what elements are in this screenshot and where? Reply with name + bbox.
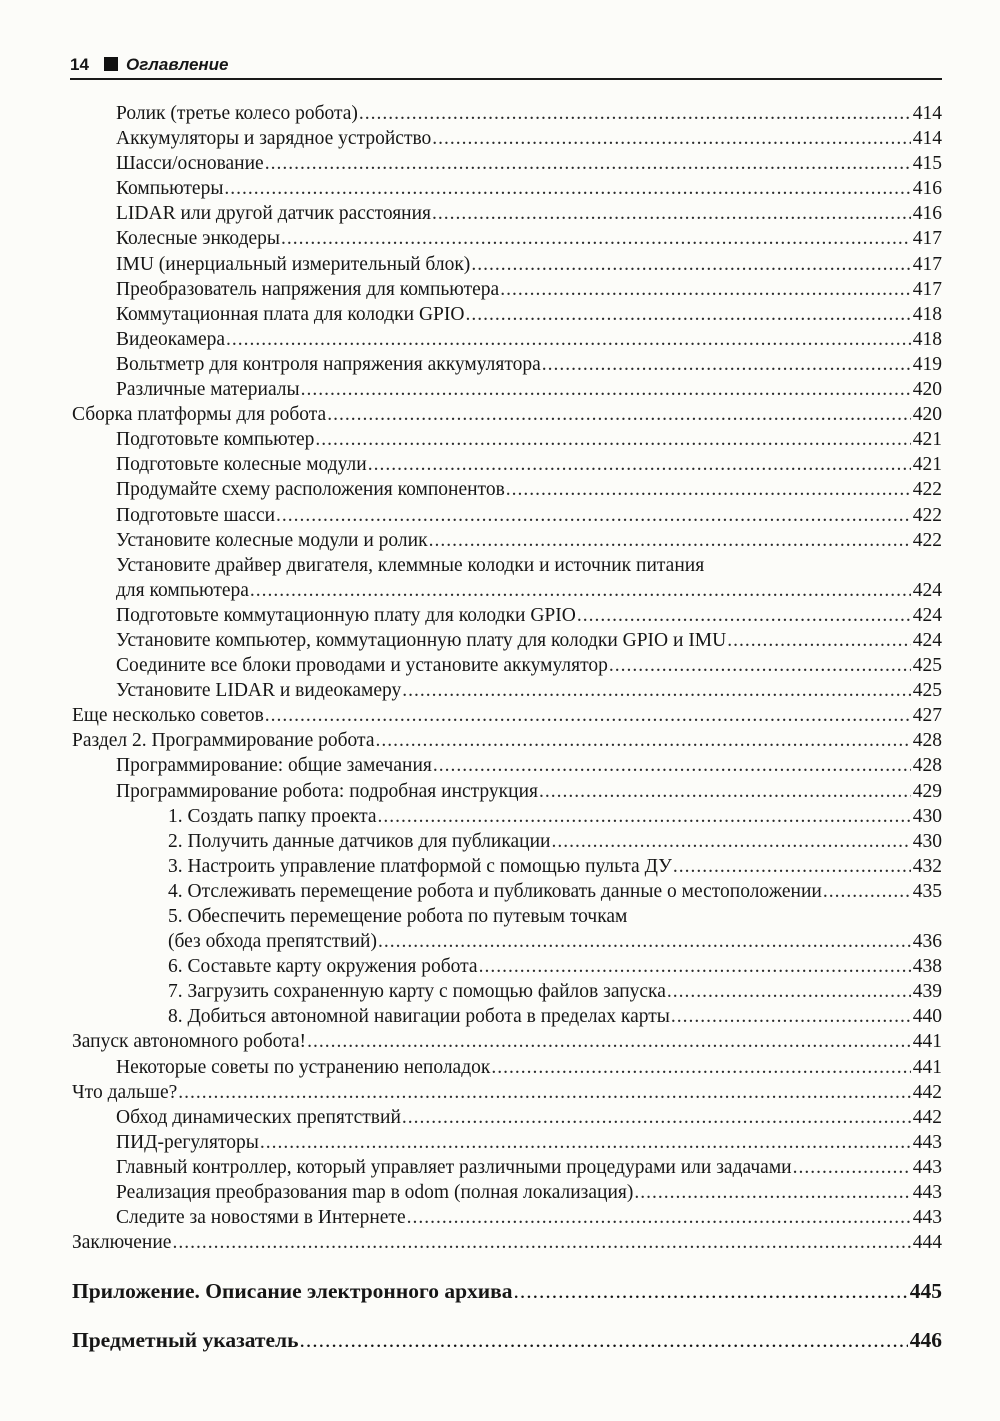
toc-page-number: 425 xyxy=(912,680,942,702)
toc-entry[interactable] xyxy=(0,829,1000,854)
toc-entry[interactable] xyxy=(0,979,1000,1004)
toc-entry-title: Компьютеры xyxy=(116,178,224,200)
toc-page-number: 422 xyxy=(912,504,942,526)
toc-entry-line xyxy=(116,1055,942,1080)
toc-entry-title: Подготовьте коммутационную плату для колодки GPIO xyxy=(116,604,576,626)
toc-entry-title: Следите за новостями в Интернете xyxy=(116,1207,406,1229)
toc-entry-title: Коммутационная плата для колодки GPIO xyxy=(116,303,465,325)
dot-leader xyxy=(172,1230,910,1255)
toc-entry-line xyxy=(168,1004,942,1029)
toc-entry-line xyxy=(116,603,942,628)
toc-page-number: 432 xyxy=(912,855,942,877)
toc-entry-line xyxy=(72,1080,942,1105)
toc-entry-line xyxy=(116,1205,942,1230)
toc-entry-title: Вольтметр для контроля напряжения аккумулятора xyxy=(116,353,541,375)
toc-entry-line xyxy=(116,503,942,528)
dot-leader xyxy=(577,603,911,628)
toc-entry-title: LIDAR или другой датчик расстояния xyxy=(116,203,432,225)
toc-entry-title: Установите колесные модули и ролик xyxy=(116,529,428,551)
toc-entry-title: Преобразователь напряжения для компьютера xyxy=(116,278,500,300)
toc-entry[interactable] xyxy=(0,728,1000,753)
toc-entry[interactable] xyxy=(0,151,1000,176)
toc-page-number: 435 xyxy=(912,880,942,902)
toc-entry[interactable] xyxy=(0,1130,1000,1155)
dot-leader xyxy=(315,427,910,452)
dot-leader xyxy=(491,1055,910,1080)
dot-leader xyxy=(407,1205,911,1230)
toc-entry[interactable] xyxy=(0,277,1000,302)
toc-entry[interactable] xyxy=(0,1004,1000,1029)
toc-entry-line xyxy=(168,929,942,954)
toc-entry[interactable] xyxy=(0,1080,1000,1105)
dot-leader xyxy=(368,452,911,477)
toc-entry-title: Раздел 2. Программирование робота xyxy=(72,730,375,752)
toc-entry-line xyxy=(72,1279,942,1304)
toc-entry-line xyxy=(72,728,942,753)
toc-entry[interactable] xyxy=(0,804,1000,829)
toc-entry-title: ПИД-регуляторы xyxy=(116,1131,259,1153)
toc-entry-line xyxy=(116,327,942,352)
toc-page-number: 430 xyxy=(912,805,942,827)
dot-leader xyxy=(224,176,910,201)
toc-entry[interactable] xyxy=(0,906,1000,954)
toc-entry-title: Продумайте схему расположения компонентов xyxy=(116,479,505,501)
toc-entry-title: Что дальше? xyxy=(72,1081,178,1103)
toc-entry[interactable] xyxy=(0,176,1000,201)
toc-entry-line xyxy=(116,477,942,502)
toc-entry[interactable] xyxy=(0,854,1000,879)
toc-page-number: 440 xyxy=(912,1006,942,1028)
toc-entry-line xyxy=(116,779,942,804)
dot-leader xyxy=(432,126,910,151)
toc-entry-title: 4. Отслеживать перемещение робота и публиковать данные о местоположении xyxy=(168,880,822,902)
running-header-title: Оглавление xyxy=(126,55,229,74)
toc-entry[interactable] xyxy=(0,653,1000,678)
square-bullet-icon xyxy=(104,57,118,71)
toc-entry-title: Соедините все блоки проводами и установите аккумулятор xyxy=(116,655,608,677)
dot-leader xyxy=(301,377,911,402)
toc-entry[interactable] xyxy=(0,1230,1000,1255)
toc-entry-line xyxy=(116,1155,942,1180)
toc-entry-line xyxy=(116,528,942,553)
toc-entry-line xyxy=(116,753,942,778)
toc-page-number: 443 xyxy=(912,1131,942,1153)
toc-page-number: 429 xyxy=(912,780,942,802)
toc-entry-line xyxy=(116,151,942,176)
dot-leader xyxy=(178,1080,910,1105)
toc-entry-line xyxy=(168,829,942,854)
toc-entry-title: Установите LIDAR и видеокамеру xyxy=(116,680,402,702)
dot-leader xyxy=(471,252,910,277)
dot-leader xyxy=(378,804,911,829)
toc-entry[interactable] xyxy=(0,1055,1000,1080)
toc-page-number: 427 xyxy=(912,705,942,727)
toc-entry-line xyxy=(116,452,942,477)
toc-entry-title: Приложение. Описание электронного архива xyxy=(72,1279,513,1304)
toc-entry[interactable] xyxy=(0,452,1000,477)
toc-entry-line xyxy=(116,226,942,251)
dot-leader xyxy=(378,929,911,954)
dot-leader xyxy=(634,1180,910,1205)
toc-entry-line xyxy=(116,678,942,703)
toc-page-number: 441 xyxy=(912,1031,942,1053)
toc-entry-line xyxy=(116,653,942,678)
toc-entry-title: Еще несколько советов xyxy=(72,705,264,727)
toc-entry[interactable] xyxy=(0,101,1000,126)
dot-leader xyxy=(671,1004,911,1029)
toc-entry[interactable] xyxy=(0,678,1000,703)
dot-leader xyxy=(359,101,911,126)
toc-page-number: 414 xyxy=(912,128,942,150)
toc-entry-line xyxy=(116,578,942,603)
dot-leader xyxy=(429,528,911,553)
toc-entry-title: Некоторые советы по устранению неполадок xyxy=(116,1056,491,1078)
toc-entry[interactable] xyxy=(0,302,1000,327)
toc-page-number: 424 xyxy=(912,579,942,601)
dot-leader xyxy=(609,653,911,678)
toc-entry-line xyxy=(72,1328,942,1353)
dot-leader xyxy=(375,728,910,753)
toc-entry-title: Подготовьте компьютер xyxy=(116,429,315,451)
toc-page-number: 417 xyxy=(912,253,942,275)
toc-entry-line xyxy=(72,1029,942,1054)
toc-entry-title: 3. Настроить управление платформой с помощью пульта ДУ xyxy=(168,855,672,877)
toc-entry-line xyxy=(116,427,942,452)
toc-page-number: 428 xyxy=(912,730,942,752)
dot-leader xyxy=(260,1130,911,1155)
dot-leader xyxy=(552,829,911,854)
toc-entry-line xyxy=(116,201,942,226)
toc-page-number: 421 xyxy=(912,429,942,451)
toc-entry-line xyxy=(116,1105,942,1130)
toc-entry[interactable] xyxy=(0,1328,1000,1353)
toc-page-number: 424 xyxy=(912,629,942,651)
toc-page-number: 445 xyxy=(909,1279,942,1304)
toc-entry-title: Реализация преобразования map в odom (полная локализация) xyxy=(116,1182,634,1204)
toc-entry-title: Установите компьютер, коммутационную плату для колодки GPIO и IMU xyxy=(116,629,727,651)
dot-leader xyxy=(823,879,911,904)
toc-entry-title: Видеокамера xyxy=(116,328,226,350)
toc-entry[interactable] xyxy=(0,1155,1000,1180)
toc-page-number: 417 xyxy=(912,278,942,300)
toc-entry[interactable] xyxy=(0,226,1000,251)
toc-entry-title: Установите драйвер двигателя, клеммные колодки и источник питания xyxy=(116,554,705,576)
toc-entry-line xyxy=(116,1180,942,1205)
toc-entry-title: Главный контроллер, который управляет различными процедурами или задачами xyxy=(116,1156,792,1178)
toc-entry[interactable] xyxy=(0,327,1000,352)
dot-leader xyxy=(265,151,911,176)
toc-entry-title: 7. Загрузить сохраненную карту с помощью файлов запуска xyxy=(168,981,666,1003)
toc-entry-line xyxy=(72,703,942,728)
dot-leader xyxy=(307,1029,911,1054)
toc-entry-line xyxy=(168,804,942,829)
toc-entry-title: Различные материалы xyxy=(116,379,300,401)
toc-entry[interactable] xyxy=(0,1180,1000,1205)
toc-entry[interactable] xyxy=(0,1279,1000,1304)
toc-entry-line xyxy=(116,126,942,151)
toc-entry[interactable] xyxy=(0,753,1000,778)
toc-page-number: 430 xyxy=(912,830,942,852)
toc-entry-title: 8. Добиться автономной навигации робота в пределах карты xyxy=(168,1006,670,1028)
toc-entry-line xyxy=(168,879,942,904)
toc-entry[interactable] xyxy=(0,1029,1000,1054)
toc-page-number: 418 xyxy=(912,303,942,325)
toc-entry-line xyxy=(116,176,942,201)
dot-leader xyxy=(465,302,910,327)
toc-entry-line xyxy=(72,1230,942,1255)
running-header xyxy=(70,54,942,80)
dot-leader xyxy=(432,201,911,226)
toc-entry-title: Предметный указатель xyxy=(72,1328,299,1353)
toc-entry-line xyxy=(168,854,942,879)
dot-leader xyxy=(327,402,911,427)
toc-entry[interactable] xyxy=(0,879,1000,904)
toc-page-number: 446 xyxy=(909,1328,942,1353)
toc-entry-title: Аккумуляторы и зарядное устройство xyxy=(116,128,432,150)
dot-leader xyxy=(793,1155,911,1180)
dot-leader xyxy=(402,678,911,703)
dot-leader xyxy=(402,1105,911,1130)
toc-entry-title: Шасси/основание xyxy=(116,153,264,175)
toc-page-number: 422 xyxy=(912,529,942,551)
dot-leader xyxy=(539,779,911,804)
toc-page-number: 441 xyxy=(912,1056,942,1078)
toc-entry-line xyxy=(116,352,942,377)
toc-page-number: 421 xyxy=(912,454,942,476)
toc-entry-line xyxy=(116,628,942,653)
toc-entry-title: Программирование робота: подробная инструкция xyxy=(116,780,538,802)
toc-entry[interactable] xyxy=(0,477,1000,502)
toc-entry[interactable] xyxy=(0,779,1000,804)
toc-entry[interactable] xyxy=(0,377,1000,402)
toc-page-number: 419 xyxy=(912,353,942,375)
dot-leader xyxy=(542,352,911,377)
toc-entry-line xyxy=(116,252,942,277)
toc-page-number: 418 xyxy=(912,328,942,350)
toc-page-number: 428 xyxy=(912,755,942,777)
dot-leader xyxy=(276,503,911,528)
toc-page-number: 420 xyxy=(912,379,942,401)
toc-entry[interactable] xyxy=(0,126,1000,151)
toc-entry-line xyxy=(116,277,942,302)
toc-entry-line xyxy=(116,377,942,402)
table-of-contents xyxy=(0,101,1000,1354)
dot-leader xyxy=(281,226,911,251)
toc-entry-title: 1. Создать папку проекта xyxy=(168,805,377,827)
toc-entry-title: Обход динамических препятствий xyxy=(116,1106,401,1128)
toc-entry-title: Ролик (третье колесо робота) xyxy=(116,103,358,124)
toc-entry-title: IMU (инерциальный измерительный блок) xyxy=(116,253,471,275)
toc-page-number: 443 xyxy=(912,1156,942,1178)
toc-entry-title: Программирование: общие замечания xyxy=(116,755,432,777)
toc-entry[interactable] xyxy=(0,528,1000,553)
toc-entry[interactable] xyxy=(0,554,1000,603)
toc-page-number: 417 xyxy=(912,228,942,250)
toc-entry-title: Сборка платформы для робота xyxy=(72,404,327,426)
toc-page-number: 443 xyxy=(912,1207,942,1229)
toc-page-number: 416 xyxy=(912,178,942,200)
toc-entry-title: Запуск автономного робота! xyxy=(72,1031,307,1053)
toc-entry[interactable] xyxy=(0,252,1000,277)
toc-spacer xyxy=(0,1304,1000,1328)
dot-leader xyxy=(514,1279,908,1304)
toc-entry-title-continuation: (без обхода препятствий) xyxy=(168,931,377,953)
toc-page-number: 439 xyxy=(912,981,942,1003)
toc-page-number: 443 xyxy=(912,1182,942,1204)
toc-entry[interactable] xyxy=(0,703,1000,728)
toc-page-number: 416 xyxy=(912,203,942,225)
toc-page-number: 422 xyxy=(912,479,942,501)
toc-page-number: 442 xyxy=(912,1081,942,1103)
toc-entry-title: 2. Получить данные датчиков для публикации xyxy=(168,830,551,852)
toc-entry[interactable] xyxy=(0,427,1000,452)
toc-entry-line xyxy=(116,1130,942,1155)
toc-entry[interactable] xyxy=(0,352,1000,377)
toc-entry-line xyxy=(168,954,942,979)
toc-entry-title-continuation: для компьютера xyxy=(116,579,249,601)
dot-leader xyxy=(299,1328,907,1353)
toc-entry-line xyxy=(116,302,942,327)
dot-leader xyxy=(479,954,911,979)
toc-page-number: 442 xyxy=(912,1106,942,1128)
toc-page-number: 438 xyxy=(912,956,942,978)
dot-leader xyxy=(500,277,911,302)
toc-entry-title: Подготовьте колесные модули xyxy=(116,454,367,476)
dot-leader xyxy=(433,753,911,778)
toc-entry[interactable] xyxy=(0,628,1000,653)
page-number: 14 xyxy=(70,55,89,74)
toc-page-number: 420 xyxy=(912,404,942,426)
toc-page-number: 414 xyxy=(912,103,942,124)
dot-leader xyxy=(265,703,911,728)
dot-leader xyxy=(673,854,911,879)
dot-leader xyxy=(727,628,911,653)
toc-page-number: 415 xyxy=(912,153,942,175)
toc-entry-title: Подготовьте шасси xyxy=(116,504,276,526)
toc-entry-line xyxy=(72,402,942,427)
toc-entry[interactable] xyxy=(0,1205,1000,1230)
toc-entry[interactable] xyxy=(0,603,1000,628)
toc-entry-line xyxy=(168,979,942,1004)
toc-entry[interactable] xyxy=(0,954,1000,979)
dot-leader xyxy=(667,979,911,1004)
toc-entry-title: Заключение xyxy=(72,1232,172,1254)
toc-page-number: 424 xyxy=(912,604,942,626)
toc-entry[interactable] xyxy=(0,402,1000,427)
toc-entry-title: 5. Обеспечить перемещение робота по путевым точкам xyxy=(168,906,628,927)
toc-entry[interactable] xyxy=(0,201,1000,226)
toc-entry[interactable] xyxy=(0,503,1000,528)
toc-entry-line xyxy=(116,101,942,126)
toc-entry-title: Колесные энкодеры xyxy=(116,228,281,250)
toc-page-number: 444 xyxy=(912,1232,942,1254)
toc-page-number: 436 xyxy=(912,931,942,953)
toc-spacer xyxy=(0,1255,1000,1279)
dot-leader xyxy=(506,477,911,502)
dot-leader xyxy=(226,327,911,352)
dot-leader xyxy=(250,578,911,603)
toc-entry[interactable] xyxy=(0,1105,1000,1130)
toc-entry-title: 6. Составьте карту окружения робота xyxy=(168,956,478,978)
toc-page-number: 425 xyxy=(912,655,942,677)
